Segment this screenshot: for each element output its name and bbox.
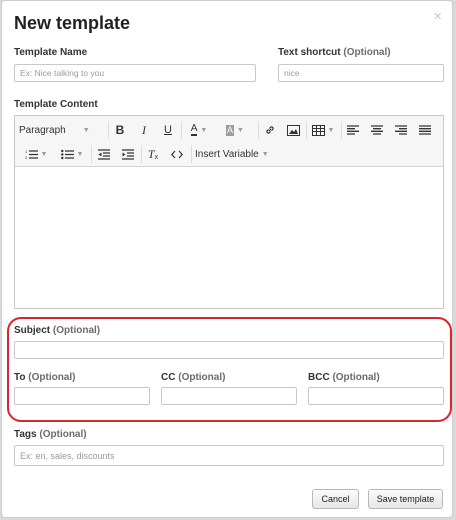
rich-text-editor xyxy=(14,115,444,309)
bcc-label xyxy=(308,372,380,383)
tags-input[interactable] xyxy=(14,445,444,466)
cc-label xyxy=(161,372,225,383)
insert-variable-dropdown[interactable]: Insert Variable ▼ xyxy=(195,148,269,160)
align-right-icon[interactable] xyxy=(392,120,410,140)
numbered-list-icon[interactable]: 1 2 ▼ xyxy=(24,148,48,160)
source-code-icon[interactable] xyxy=(167,144,187,164)
link-icon[interactable] xyxy=(261,120,279,140)
paragraph-format-select[interactable] xyxy=(19,120,103,140)
subject-label xyxy=(14,325,100,336)
tags-label-text: Tags xyxy=(14,429,37,440)
template-name-label-text: Template Name xyxy=(14,47,88,58)
bold-icon[interactable]: B xyxy=(115,123,125,137)
template-content-label: Template Content xyxy=(14,99,98,110)
new-template-modal xyxy=(1,0,453,518)
align-center-icon[interactable] xyxy=(368,120,386,140)
bcc-label-text: BCC xyxy=(308,372,330,383)
optional-tag: (Optional) xyxy=(39,429,87,440)
subject-input[interactable] xyxy=(14,341,444,359)
template-name-label xyxy=(14,47,87,58)
indent-icon[interactable] xyxy=(119,144,137,164)
optional-tag: (Optional) xyxy=(28,372,76,383)
toolbar-divider xyxy=(108,121,109,139)
text-shortcut-input[interactable] xyxy=(278,64,444,82)
close-icon[interactable]: × xyxy=(433,8,442,25)
svg-text:1: 1 xyxy=(24,148,27,154)
text-color-icon[interactable]: A ▼ xyxy=(190,123,208,134)
optional-tag: (Optional) xyxy=(52,325,101,336)
clear-formatting-icon[interactable]: T x xyxy=(147,146,159,161)
optional-tag: (Optional) xyxy=(178,372,226,383)
subject-label-text: Subject xyxy=(14,325,51,336)
toolbar-divider xyxy=(341,121,342,139)
tags-label xyxy=(14,429,87,440)
chevron-down-icon: ▼ xyxy=(82,126,90,134)
save-template-button[interactable]: Save template xyxy=(368,489,443,509)
cc-label-text: CC xyxy=(161,372,176,383)
template-name-input[interactable] xyxy=(14,64,256,82)
optional-tag: (Optional) xyxy=(343,47,391,58)
toolbar-divider xyxy=(258,121,259,139)
toolbar-divider xyxy=(191,145,192,163)
editor-content-area[interactable] xyxy=(15,167,443,308)
underline-icon[interactable]: U xyxy=(164,124,172,136)
modal-title: New template xyxy=(14,13,131,33)
editor-toolbar xyxy=(15,116,443,167)
outdent-icon[interactable] xyxy=(95,144,113,164)
to-input[interactable] xyxy=(14,387,150,405)
optional-tag: (Optional) xyxy=(332,372,380,383)
italic-icon[interactable]: I xyxy=(142,122,146,137)
text-shortcut-label-text: Text shortcut xyxy=(278,47,341,58)
toolbar-divider xyxy=(306,121,307,139)
text-shortcut-label xyxy=(278,47,391,58)
justify-icon[interactable] xyxy=(416,120,434,140)
toolbar-divider xyxy=(141,145,142,163)
cc-input[interactable] xyxy=(161,387,297,405)
align-left-icon[interactable] xyxy=(344,120,362,140)
cancel-button[interactable]: Cancel xyxy=(312,489,359,509)
table-icon[interactable]: ▼ xyxy=(309,120,337,140)
to-label xyxy=(14,372,75,383)
toolbar-divider xyxy=(181,121,182,139)
bullet-list-icon[interactable]: ▼ xyxy=(57,144,87,164)
svg-text:2: 2 xyxy=(24,154,27,160)
insert-variable-label: Insert Variable xyxy=(195,148,259,160)
image-icon[interactable] xyxy=(284,120,302,140)
background-color-icon[interactable]: A ▼ xyxy=(227,124,244,135)
toolbar-divider xyxy=(91,145,92,163)
to-label-text: To xyxy=(14,372,26,383)
bcc-input[interactable] xyxy=(308,387,444,405)
paragraph-format-value: Paragraph xyxy=(19,124,66,136)
